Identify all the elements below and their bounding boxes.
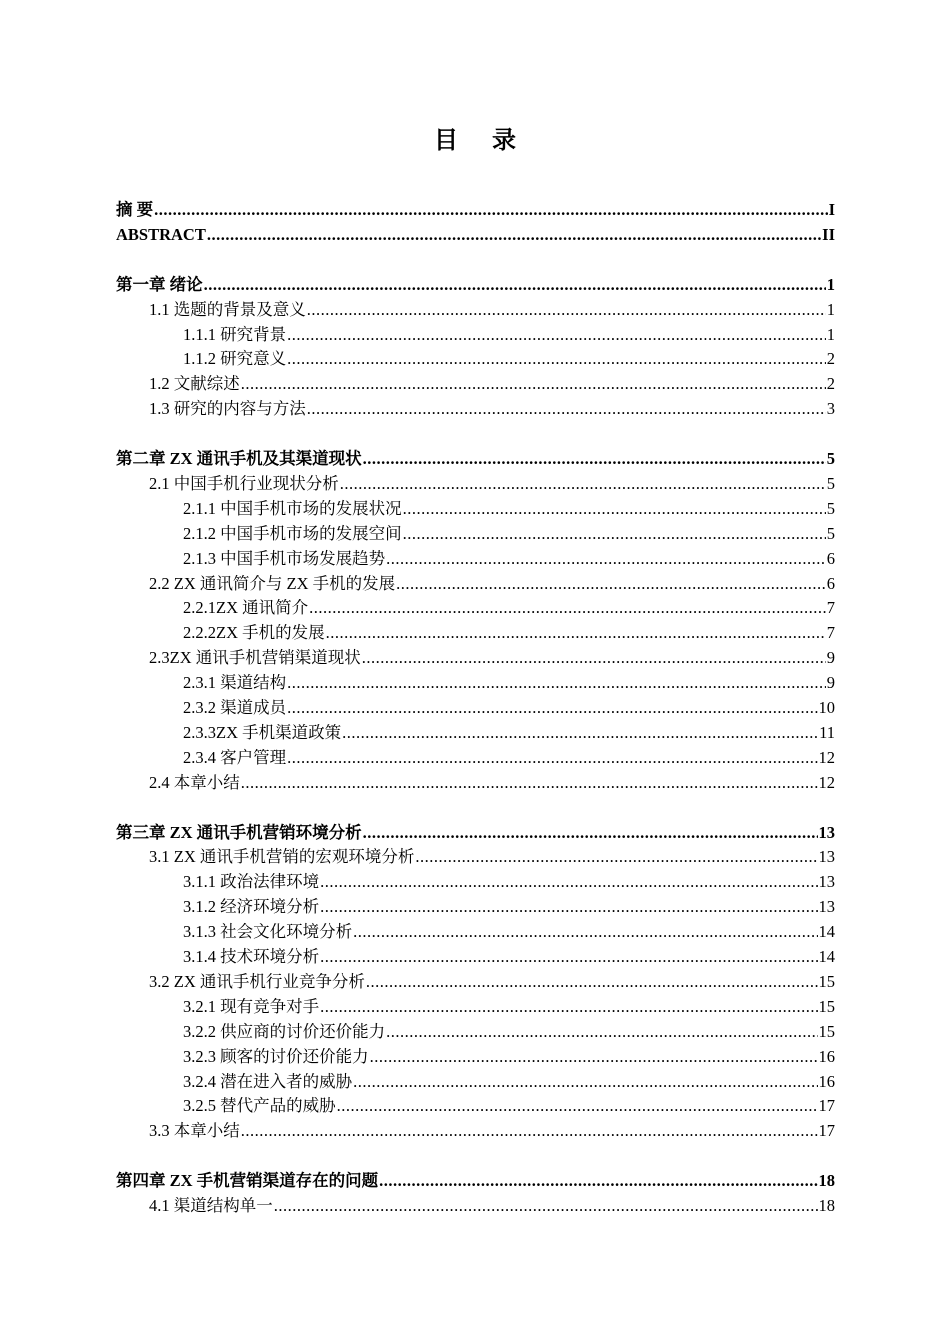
- toc-entry-page-number: 1: [826, 274, 835, 294]
- toc-entry[interactable]: [116, 397, 835, 422]
- toc-entry[interactable]: [116, 970, 835, 995]
- toc-entry-page-number: 5: [826, 449, 835, 469]
- toc-entry[interactable]: [116, 1045, 835, 1070]
- dot-leader: [274, 1194, 818, 1219]
- toc-entry-label: 1.1.1 研究背景: [183, 324, 287, 344]
- dot-leader: [370, 1045, 818, 1070]
- toc-entry-label: 3.1.3 社会文化环境分析: [183, 922, 353, 942]
- toc-entry-page-number: 3: [826, 399, 835, 419]
- dot-leader: [307, 397, 826, 422]
- dot-leader: [287, 746, 817, 771]
- toc-entry-page-number: 15: [818, 971, 835, 991]
- toc-entry[interactable]: [116, 945, 835, 970]
- dot-leader: [320, 870, 817, 895]
- toc-entry[interactable]: [116, 522, 835, 547]
- toc-entry-label: 第二章 ZX 通讯手机及其渠道现状: [116, 449, 362, 469]
- dot-leader: [320, 895, 817, 920]
- toc-entry-label: 3.2.3 顾客的讨价还价能力: [183, 1046, 369, 1066]
- toc-entry-label: 2.1 中国手机行业现状分析: [149, 474, 339, 494]
- toc-entry[interactable]: [116, 447, 835, 472]
- dot-leader: [403, 497, 826, 522]
- toc-entry[interactable]: [116, 1169, 835, 1194]
- toc-entry-label: 2.4 本章小结: [149, 772, 240, 792]
- toc-entry[interactable]: [116, 298, 835, 323]
- toc-entry-page-number: 5: [826, 523, 835, 543]
- toc-entry-page-number: 17: [818, 1096, 835, 1116]
- toc-entry-label: 2.1.3 中国手机市场发展趋势: [183, 548, 386, 568]
- dot-leader: [320, 945, 817, 970]
- dot-leader: [396, 572, 826, 597]
- toc-entry-label: ABSTRACT: [116, 224, 206, 244]
- toc-entry[interactable]: [116, 347, 835, 372]
- toc-entry[interactable]: [116, 845, 835, 870]
- toc-entry-page-number: 18: [818, 1196, 835, 1216]
- toc-entry[interactable]: [116, 596, 835, 621]
- toc-entry[interactable]: [116, 920, 835, 945]
- dot-leader: [307, 298, 826, 323]
- toc-entry[interactable]: [116, 273, 835, 298]
- toc-entry-label: 3.3 本章小结: [149, 1121, 240, 1141]
- dot-leader: [403, 522, 826, 547]
- dot-leader: [326, 621, 826, 646]
- toc-group: [116, 198, 835, 248]
- toc-entry[interactable]: [116, 472, 835, 497]
- toc-entry-label: 第三章 ZX 通讯手机营销环境分析: [116, 822, 362, 842]
- dot-leader: [366, 970, 818, 995]
- dot-leader: [362, 646, 826, 671]
- toc-entry[interactable]: [116, 323, 835, 348]
- toc-entry-page-number: II: [822, 224, 835, 244]
- dot-leader: [241, 1119, 818, 1144]
- toc-entry-page-number: 15: [818, 996, 835, 1016]
- dot-leader: [363, 821, 818, 846]
- toc-entry-page-number: 9: [826, 648, 835, 668]
- toc-entry-label: 2.3.2 渠道成员: [183, 698, 287, 718]
- toc-entry-label: 3.1.4 技术环境分析: [183, 947, 320, 967]
- dot-leader: [207, 223, 821, 248]
- toc-entry-page-number: 5: [826, 498, 835, 518]
- page-title: 目 录: [434, 128, 530, 154]
- toc-entry[interactable]: [116, 547, 835, 572]
- toc-entry-page-number: 9: [826, 673, 835, 693]
- toc-entry-page-number: 1: [826, 299, 835, 319]
- toc-entry[interactable]: [116, 621, 835, 646]
- dot-leader: [386, 547, 826, 572]
- toc-entry-label: 1.1 选题的背景及意义: [149, 299, 306, 319]
- toc-entry[interactable]: [116, 1094, 835, 1119]
- toc-entry-label: 2.3.4 客户管理: [183, 747, 287, 767]
- dot-leader: [309, 596, 826, 621]
- dot-leader: [154, 198, 827, 223]
- toc-entry-label: 3.2.1 现有竞争对手: [183, 996, 320, 1016]
- toc-entry[interactable]: [116, 372, 835, 397]
- toc-entry-label: 3.2 ZX 通讯手机行业竞争分析: [149, 971, 365, 991]
- toc-entry-label: 3.2.4 潜在进入者的威胁: [183, 1071, 353, 1091]
- toc-entry-label: 3.2.2 供应商的讨价还价能力: [183, 1021, 386, 1041]
- toc-entry-label: 1.1.2 研究意义: [183, 349, 287, 369]
- toc-group: [116, 447, 835, 795]
- toc-entry[interactable]: [116, 1020, 835, 1045]
- toc-entry-label: 2.1.2 中国手机市场的发展空间: [183, 523, 402, 543]
- toc-entry[interactable]: [116, 497, 835, 522]
- toc-entry[interactable]: [116, 646, 835, 671]
- toc-entry-label: 2.2 ZX 通讯简介与 ZX 手机的发展: [149, 573, 396, 593]
- toc-entry-label: 1.2 文献综述: [149, 374, 240, 394]
- dot-leader: [320, 995, 817, 1020]
- toc-entry[interactable]: [116, 1070, 835, 1095]
- toc-entry-page-number: 1: [826, 324, 835, 344]
- toc-entry-label: 2.1.1 中国手机市场的发展状况: [183, 498, 402, 518]
- toc-entry[interactable]: [116, 721, 835, 746]
- dot-leader: [353, 1070, 817, 1095]
- dot-leader: [287, 671, 826, 696]
- table-of-contents: [116, 198, 835, 1219]
- dot-leader: [241, 771, 818, 796]
- toc-entry-page-number: 14: [818, 922, 835, 942]
- dot-leader: [204, 273, 826, 298]
- toc-entry-label: 3.2.5 替代产品的威胁: [183, 1096, 336, 1116]
- toc-entry-page-number: 17: [818, 1121, 835, 1141]
- toc-entry[interactable]: [116, 870, 835, 895]
- toc-entry[interactable]: [116, 895, 835, 920]
- toc-entry[interactable]: [116, 771, 835, 796]
- dot-leader: [342, 721, 818, 746]
- toc-entry[interactable]: [116, 995, 835, 1020]
- toc-entry-label: 第一章 绪论: [116, 274, 203, 294]
- dot-leader: [386, 1020, 817, 1045]
- dot-leader: [241, 372, 826, 397]
- toc-entry-label: 3.1.1 政治法律环境: [183, 872, 320, 892]
- toc-entry-page-number: 2: [826, 349, 835, 369]
- dot-leader: [353, 920, 817, 945]
- dot-leader: [340, 472, 826, 497]
- toc-entry-page-number: 18: [818, 1171, 835, 1191]
- toc-entry-page-number: 13: [818, 897, 835, 917]
- toc-entry-label: 2.2.2ZX 手机的发展: [183, 623, 325, 643]
- dot-leader: [287, 347, 826, 372]
- toc-entry-page-number: 7: [826, 598, 835, 618]
- toc-entry-page-number: 16: [818, 1071, 835, 1091]
- dot-leader: [337, 1094, 818, 1119]
- toc-entry[interactable]: [116, 1119, 835, 1144]
- toc-entry-label: 摘 要: [116, 200, 154, 219]
- dot-leader: [379, 1169, 817, 1194]
- dot-leader: [415, 845, 817, 870]
- toc-entry-label: 2.2.1ZX 通讯简介: [183, 598, 309, 618]
- dot-leader: [363, 447, 826, 472]
- toc-group: [116, 1169, 835, 1219]
- toc-entry-label: 4.1 渠道结构单一: [149, 1196, 273, 1216]
- toc-entry-page-number: 12: [818, 772, 835, 792]
- toc-entry[interactable]: [116, 1194, 835, 1219]
- toc-entry-page-number: 11: [819, 722, 835, 742]
- toc-entry[interactable]: [116, 696, 835, 721]
- toc-entry-page-number: 13: [818, 872, 835, 892]
- toc-entry-label: 2.3ZX 通讯手机营销渠道现状: [149, 648, 361, 668]
- toc-entry-label: 2.3.1 渠道结构: [183, 673, 287, 693]
- dot-leader: [287, 323, 826, 348]
- toc-entry[interactable]: [116, 572, 835, 597]
- toc-entry[interactable]: [116, 198, 835, 223]
- toc-entry-page-number: 13: [818, 847, 835, 867]
- dot-leader: [287, 696, 817, 721]
- toc-entry-label: 3.1.2 经济环境分析: [183, 897, 320, 917]
- toc-entry-label: 第四章 ZX 手机营销渠道存在的问题: [116, 1171, 379, 1191]
- toc-entry-page-number: 2: [826, 374, 835, 394]
- toc-entry[interactable]: [116, 821, 835, 846]
- toc-entry[interactable]: [116, 671, 835, 696]
- toc-entry-page-number: 15: [818, 1021, 835, 1041]
- toc-entry-page-number: 12: [818, 747, 835, 767]
- toc-group: [116, 273, 835, 422]
- toc-entry-page-number: 14: [818, 947, 835, 967]
- toc-entry[interactable]: [116, 223, 835, 248]
- toc-entry[interactable]: [116, 746, 835, 771]
- toc-entry-page-number: 5: [826, 474, 835, 494]
- toc-entry-label: 1.3 研究的内容与方法: [149, 399, 306, 419]
- toc-entry-label: 3.1 ZX 通讯手机营销的宏观环境分析: [149, 847, 415, 867]
- toc-entry-page-number: 7: [826, 623, 835, 643]
- toc-entry-page-number: 6: [826, 573, 835, 593]
- toc-entry-page-number: I: [828, 200, 835, 219]
- toc-group: [116, 821, 835, 1145]
- toc-entry-page-number: 16: [818, 1046, 835, 1066]
- toc-entry-page-number: 10: [818, 698, 835, 718]
- toc-entry-label: 2.3.3ZX 手机渠道政策: [183, 722, 342, 742]
- toc-entry-page-number: 13: [818, 822, 835, 842]
- toc-entry-page-number: 6: [826, 548, 835, 568]
